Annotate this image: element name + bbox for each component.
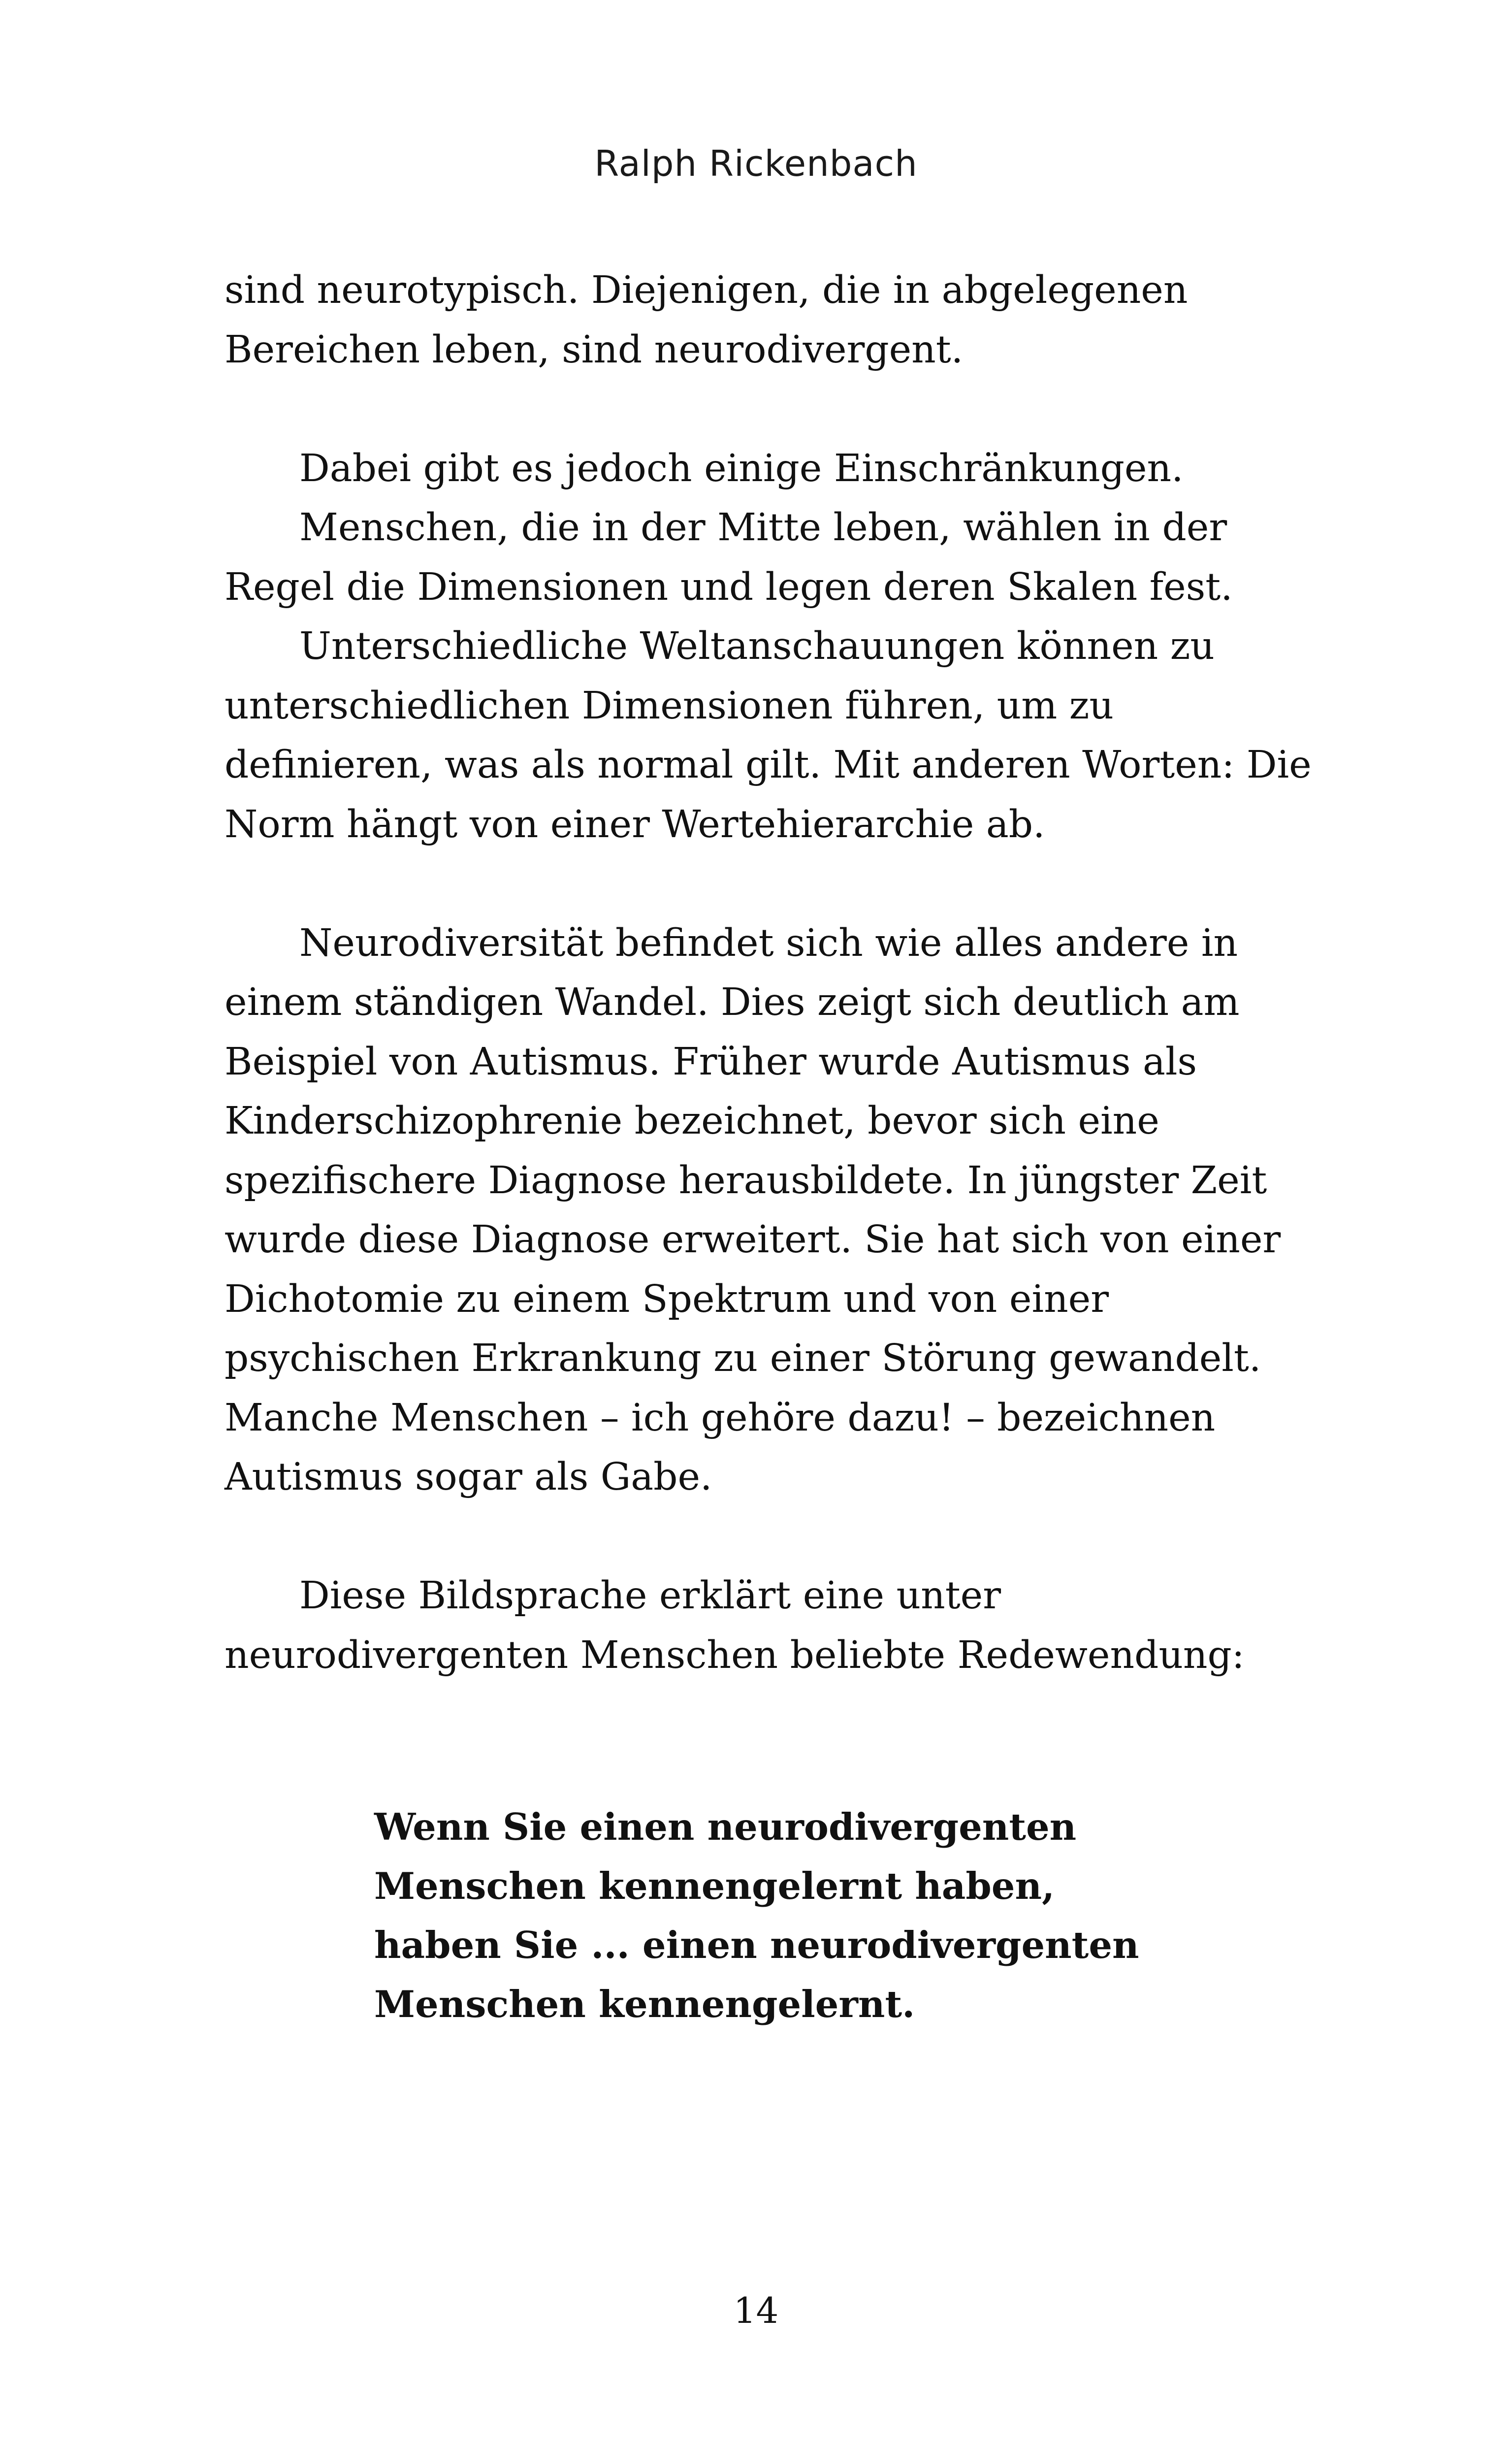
body-text bbox=[225, 261, 1312, 1685]
text-line: spezifischere Diagnose herausbildete. In jüngster Zeit bbox=[225, 1158, 1267, 1203]
text-line: sind neurotypisch. Diejenigen, die in abgelegenen bbox=[225, 268, 1188, 312]
quote-line: haben Sie ... einen neurodivergenten bbox=[374, 1923, 1139, 1967]
text-line: Manche Menschen – ich gehöre dazu! – bezeichnen bbox=[225, 1396, 1216, 1440]
text-line: neurodivergenten Menschen beliebte Redewendung: bbox=[225, 1633, 1245, 1677]
text-line: Autismus sogar als Gabe. bbox=[225, 1455, 712, 1499]
text-line: Unterschiedliche Weltanschauungen können zu bbox=[299, 624, 1215, 668]
text-line: Norm hängt von einer Wertehierarchie ab. bbox=[225, 802, 1045, 847]
text-line: Dichotomie zu einem Spektrum und von einer bbox=[225, 1277, 1109, 1321]
text-line: wurde diese Diagnose erweitert. Sie hat sich von einer bbox=[225, 1218, 1281, 1262]
paragraph-gap bbox=[225, 380, 1308, 439]
text-line: Beispiel von Autismus. Früher wurde Autismus als bbox=[225, 1040, 1197, 1084]
text-line: definieren, was als normal gilt. Mit anderen Worten: Die bbox=[225, 743, 1312, 787]
text-line: Bereichen leben, sind neurodivergent. bbox=[225, 327, 964, 372]
paragraph-gap bbox=[225, 1507, 1308, 1567]
text-line: Kinderschizophrenie bezeichnet, bevor sich eine bbox=[225, 1099, 1159, 1143]
text-line: Neurodiversität befindet sich wie alles andere in bbox=[299, 921, 1238, 965]
running-header-author: Ralph Rickenbach bbox=[594, 143, 918, 184]
text-line: Dabei gibt es jedoch einige Einschränkungen. bbox=[299, 446, 1184, 490]
quote-line: Wenn Sie einen neurodivergenten bbox=[374, 1805, 1077, 1849]
paragraph-gap bbox=[225, 854, 1308, 914]
quote-line: Menschen kennengelernt haben, bbox=[374, 1864, 1055, 1908]
text-line: Menschen, die in der Mitte leben, wählen in der bbox=[299, 506, 1227, 550]
block-quote bbox=[374, 1797, 1139, 2034]
page-number: 14 bbox=[733, 2290, 779, 2331]
text-line: psychischen Erkrankung zu einer Störung gewandelt. bbox=[225, 1336, 1261, 1380]
quote-line: Menschen kennengelernt. bbox=[374, 1983, 915, 2026]
text-line: Regel die Dimensionen und legen deren Skalen fest. bbox=[225, 565, 1233, 609]
text-line: Diese Bildsprache erklärt eine unter bbox=[299, 1574, 1001, 1618]
text-line: unterschiedlichen Dimensionen führen, um zu bbox=[225, 684, 1114, 728]
text-line: einem ständigen Wandel. Dies zeigt sich deutlich am bbox=[225, 980, 1240, 1024]
